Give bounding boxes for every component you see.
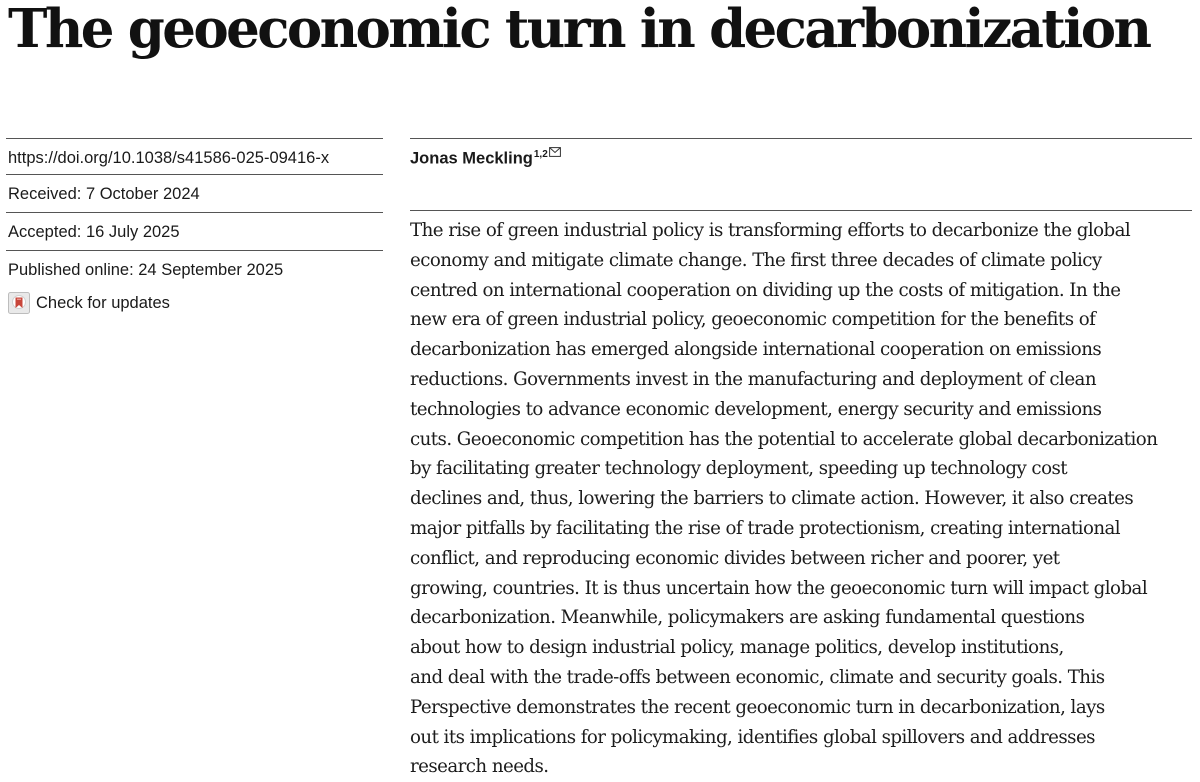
doi-link[interactable]: https://doi.org/10.1038/s41586-025-09416-x [6,138,383,174]
abstract-line: centred on international cooperation on dividing up the costs of mitigation. In the [410,279,1121,301]
received-date: Received: 7 October 2024 [6,174,383,212]
abstract-line: new era of green industrial policy, geoeconomic competition for the benefits of [410,309,1096,331]
abstract-line: economy and mitigate climate change. The first three decades of climate policy [410,249,1102,271]
abstract-line: and deal with the trade-offs between economic, climate and security goals. This [410,666,1105,688]
abstract-line: out its implications for policymaking, identifies global spillovers and addresses [410,726,1095,748]
abstract-line: declines and, thus, lowering the barriers to climate action. However, it also creates [410,488,1134,510]
accepted-date: Accepted: 16 July 2025 [6,212,383,250]
abstract-line: major pitfalls by facilitating the rise of trade protectionism, creating international [410,517,1121,539]
abstract-line: research needs. [410,756,549,778]
published-date: Published online: 24 September 2025 [6,250,383,288]
abstract-line: by facilitating greater technology deployment, speeding up technology cost [410,458,1068,480]
article-metadata [6,138,383,318]
check-for-updates-button[interactable] [6,288,383,318]
article-main [410,138,1192,782]
abstract-line: The rise of green industrial policy is transforming efforts to decarbonize the global [410,220,1131,241]
abstract-line: decarbonization. Meanwhile, policymakers are asking fundamental questions [410,607,1085,629]
abstract-line: Perspective demonstrates the recent geoeconomic turn in decarbonization, lays [410,696,1105,718]
author-line [410,138,1192,210]
abstract-line: technologies to advance economic development, energy security and emissions [410,398,1102,420]
abstract-line: growing, countries. It is thus uncertain how the geoeconomic turn will impact global [410,577,1148,599]
author-affiliations[interactable]: 1,2 [533,149,548,160]
check-for-updates-icon [8,292,30,314]
abstract-line: cuts. Geoeconomic competition has the potential to accelerate global decarbonization [410,428,1158,450]
abstract-line: about how to design industrial policy, manage politics, develop institutions, [410,637,1064,659]
check-for-updates-label: Check for updates [36,294,170,312]
abstract-line: reductions. Governments invest in the manufacturing and deployment of clean [410,368,1096,390]
envelope-icon[interactable] [549,147,561,157]
article-title: The geoeconomic turn in decarbonization [8,0,1150,60]
abstract-line: conflict, and reproducing economic divides between richer and poorer, yet [410,547,1060,569]
author-name[interactable]: Jonas Meckling [410,149,533,168]
abstract-line: decarbonization has emerged alongside international cooperation on emissions [410,339,1102,361]
abstract [410,210,1192,782]
